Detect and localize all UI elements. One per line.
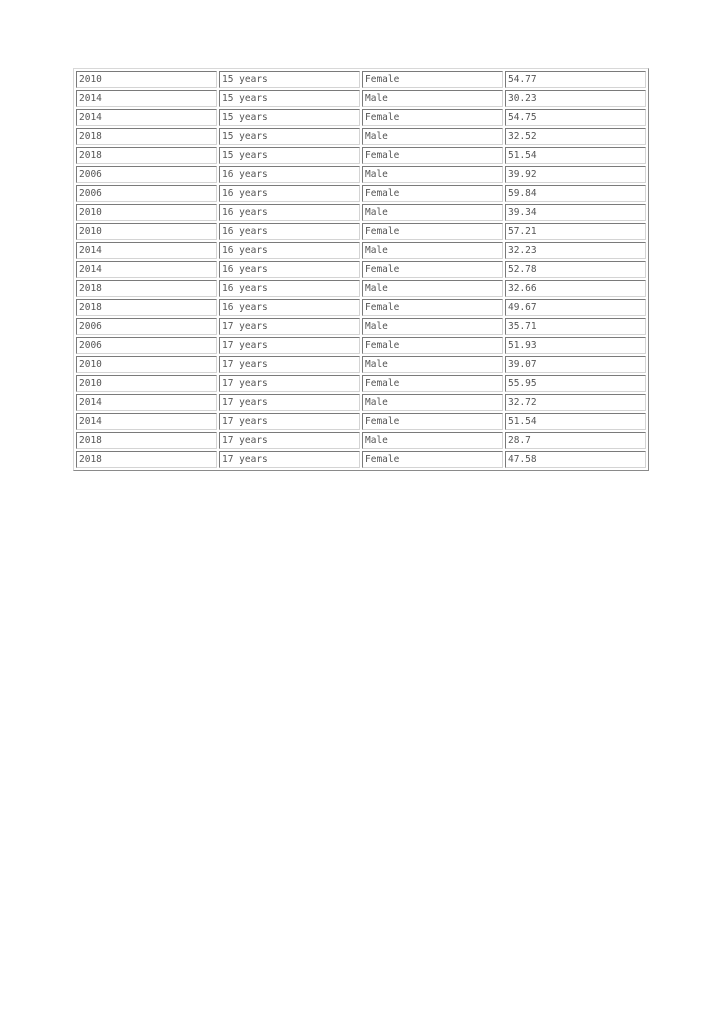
value-cell: 57.21 [505, 223, 646, 240]
year-cell: 2018 [76, 432, 217, 449]
sex-cell: Male [362, 90, 503, 107]
value-cell: 47.58 [505, 451, 646, 468]
age-cell: 16 years [219, 261, 360, 278]
value-cell: 52.78 [505, 261, 646, 278]
age-cell: 17 years [219, 337, 360, 354]
sex-cell: Male [362, 128, 503, 145]
table-row [76, 223, 646, 240]
year-cell: 2010 [76, 375, 217, 392]
sex-cell: Female [362, 451, 503, 468]
year-cell: 2006 [76, 166, 217, 183]
sex-cell: Male [362, 204, 503, 221]
table-row [76, 375, 646, 392]
year-cell: 2014 [76, 90, 217, 107]
table-row [76, 166, 646, 183]
age-cell: 17 years [219, 451, 360, 468]
table-row [76, 356, 646, 373]
sex-cell: Female [362, 299, 503, 316]
value-cell: 59.84 [505, 185, 646, 202]
value-cell: 54.75 [505, 109, 646, 126]
year-cell: 2006 [76, 185, 217, 202]
value-cell: 32.66 [505, 280, 646, 297]
age-cell: 17 years [219, 432, 360, 449]
value-cell: 51.54 [505, 147, 646, 164]
age-cell: 16 years [219, 185, 360, 202]
table-row [76, 280, 646, 297]
value-cell: 32.52 [505, 128, 646, 145]
value-cell: 32.23 [505, 242, 646, 259]
year-cell: 2006 [76, 318, 217, 335]
sex-cell: Female [362, 413, 503, 430]
age-cell: 16 years [219, 166, 360, 183]
age-cell: 17 years [219, 356, 360, 373]
age-cell: 15 years [219, 109, 360, 126]
year-cell: 2014 [76, 109, 217, 126]
table-row [76, 242, 646, 259]
age-cell: 16 years [219, 299, 360, 316]
year-cell: 2018 [76, 451, 217, 468]
sex-cell: Male [362, 242, 503, 259]
age-cell: 15 years [219, 128, 360, 145]
value-cell: 28.7 [505, 432, 646, 449]
year-cell: 2010 [76, 356, 217, 373]
table-row [76, 204, 646, 221]
table-row [76, 128, 646, 145]
age-cell: 15 years [219, 90, 360, 107]
sex-cell: Female [362, 109, 503, 126]
age-cell: 15 years [219, 71, 360, 88]
table-row [76, 147, 646, 164]
year-cell: 2018 [76, 280, 217, 297]
year-cell: 2018 [76, 299, 217, 316]
value-cell: 55.95 [505, 375, 646, 392]
value-cell: 51.93 [505, 337, 646, 354]
sex-cell: Female [362, 337, 503, 354]
sex-cell: Female [362, 71, 503, 88]
value-cell: 54.77 [505, 71, 646, 88]
sex-cell: Female [362, 375, 503, 392]
sex-cell: Male [362, 318, 503, 335]
sex-cell: Female [362, 223, 503, 240]
value-cell: 35.71 [505, 318, 646, 335]
age-cell: 17 years [219, 375, 360, 392]
value-cell: 30.23 [505, 90, 646, 107]
value-cell: 39.07 [505, 356, 646, 373]
sex-cell: Male [362, 394, 503, 411]
sex-cell: Male [362, 166, 503, 183]
year-cell: 2014 [76, 394, 217, 411]
table-body [76, 71, 646, 468]
table-row [76, 394, 646, 411]
table-row [76, 185, 646, 202]
table-row [76, 318, 646, 335]
year-cell: 2014 [76, 242, 217, 259]
value-cell: 32.72 [505, 394, 646, 411]
table-row [76, 299, 646, 316]
age-cell: 17 years [219, 394, 360, 411]
age-cell: 16 years [219, 242, 360, 259]
data-table [73, 68, 649, 471]
table-row [76, 432, 646, 449]
value-cell: 49.67 [505, 299, 646, 316]
sex-cell: Female [362, 147, 503, 164]
year-cell: 2014 [76, 261, 217, 278]
table-row [76, 337, 646, 354]
table-row [76, 71, 646, 88]
value-cell: 39.92 [505, 166, 646, 183]
table-row [76, 261, 646, 278]
year-cell: 2010 [76, 71, 217, 88]
age-cell: 16 years [219, 280, 360, 297]
year-cell: 2014 [76, 413, 217, 430]
year-cell: 2018 [76, 128, 217, 145]
table-row [76, 413, 646, 430]
table-row [76, 451, 646, 468]
sex-cell: Female [362, 185, 503, 202]
table-row [76, 90, 646, 107]
table-row [76, 109, 646, 126]
value-cell: 39.34 [505, 204, 646, 221]
age-cell: 15 years [219, 147, 360, 164]
sex-cell: Female [362, 261, 503, 278]
year-cell: 2018 [76, 147, 217, 164]
sex-cell: Male [362, 432, 503, 449]
sex-cell: Male [362, 280, 503, 297]
age-cell: 17 years [219, 318, 360, 335]
year-cell: 2010 [76, 223, 217, 240]
value-cell: 51.54 [505, 413, 646, 430]
age-cell: 16 years [219, 204, 360, 221]
year-cell: 2010 [76, 204, 217, 221]
age-cell: 16 years [219, 223, 360, 240]
year-cell: 2006 [76, 337, 217, 354]
age-cell: 17 years [219, 413, 360, 430]
sex-cell: Male [362, 356, 503, 373]
